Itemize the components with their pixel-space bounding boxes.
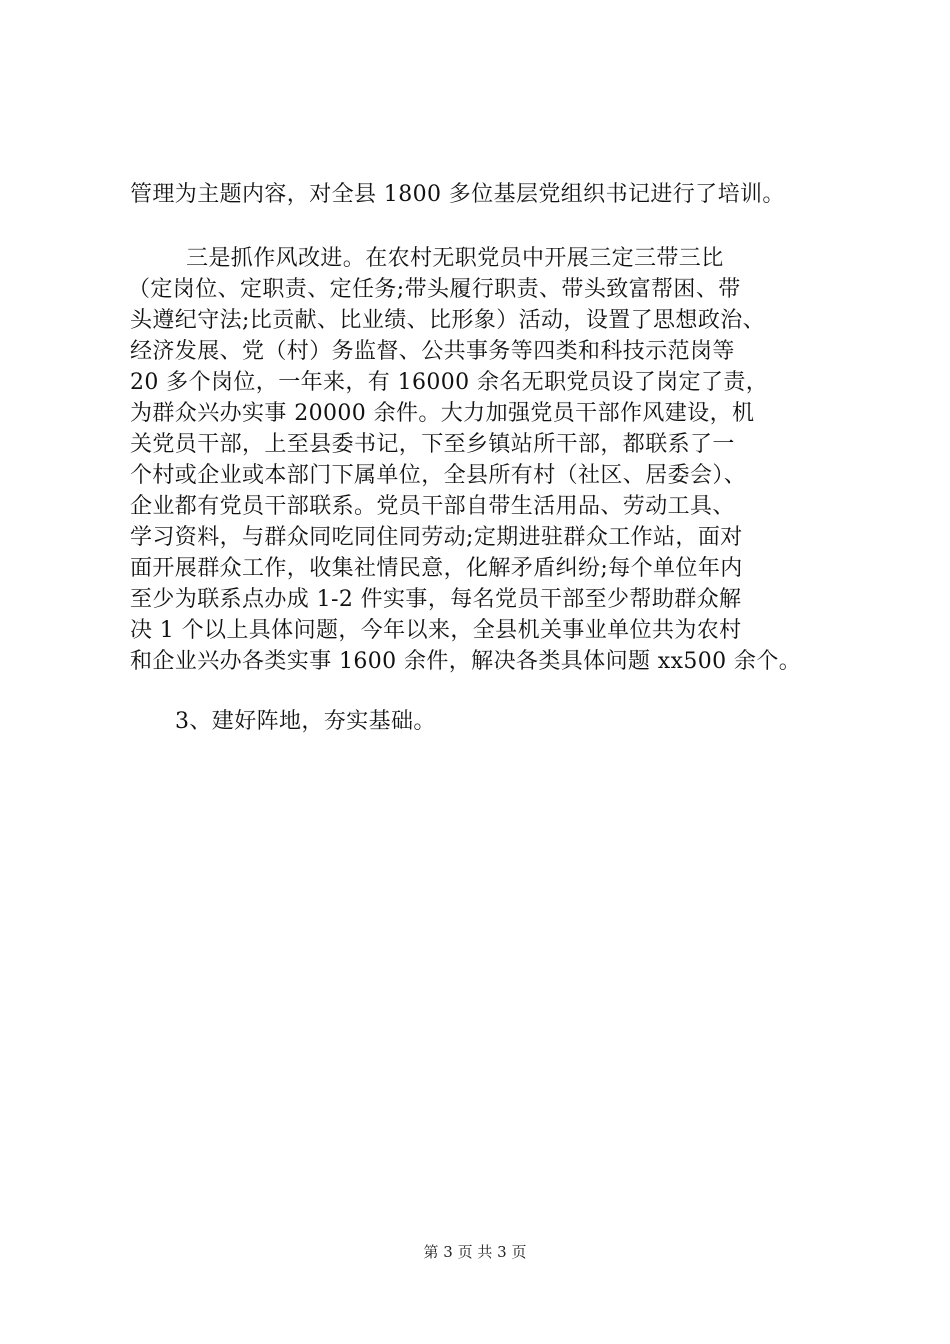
paragraph-2-line-7: 关党员干部，上至县委书记，下至乡镇站所干部，都联系了一 [130,432,735,457]
paragraph-2-line-8: 个村或企业或本部门下属单位，全县所有村（社区、居委会）、 [130,463,747,488]
paragraph-2-line-6: 为群众兴办实事 20000 余件。大力加强党员干部作风建设，机 [130,401,755,426]
paragraph-2-line-10: 学习资料，与群众同吃同住同劳动;定期进驻群众工作站，面对 [130,525,743,550]
paragraph-2-line-2: （定岗位、定职责、定任务;带头履行职责、带头致富帮困、带 [128,277,741,302]
paragraph-2-line-14: 和企业兴办各类实事 1600 余件，解决各类具体问题 xx500 余个。 [130,649,802,674]
paragraph-2-line-4: 经济发展、党（村）务监督、公共事务等四类和科技示范岗等 [130,339,735,364]
paragraph-3-line-1: 3、建好阵地，夯实基础。 [175,709,436,734]
paragraph-2-line-11: 面开展群众工作，收集社情民意，化解矛盾纠纷;每个单位年内 [130,556,743,581]
paragraph-2-line-5: 20 多个岗位，一年来，有 16000 余名无职党员设了岗定了责， [130,370,769,395]
paragraph-2-line-9: 企业都有党员干部联系。党员干部自带生活用品、劳动工具、 [130,494,735,519]
paragraph-1-line-1: 管理为主题内容，对全县 1800 多位基层党组织书记进行了培训。 [130,182,785,207]
paragraph-2-line-12: 至少为联系点办成 1-2 件实事，每名党员干部至少帮助群众解 [130,587,742,612]
paragraph-2-line-1: 三是抓作风改进。在农村无职党员中开展三定三带三比 [186,246,724,271]
paragraph-2-line-13: 决 1 个以上具体问题，今年以来，全县机关事业单位共为农村 [130,618,742,643]
page-footer: 第 3 页 共 3 页 [423,1243,527,1261]
paragraph-2-line-3: 头遵纪守法;比贡献、比业绩、比形象）活动，设置了思想政治、 [130,308,766,333]
